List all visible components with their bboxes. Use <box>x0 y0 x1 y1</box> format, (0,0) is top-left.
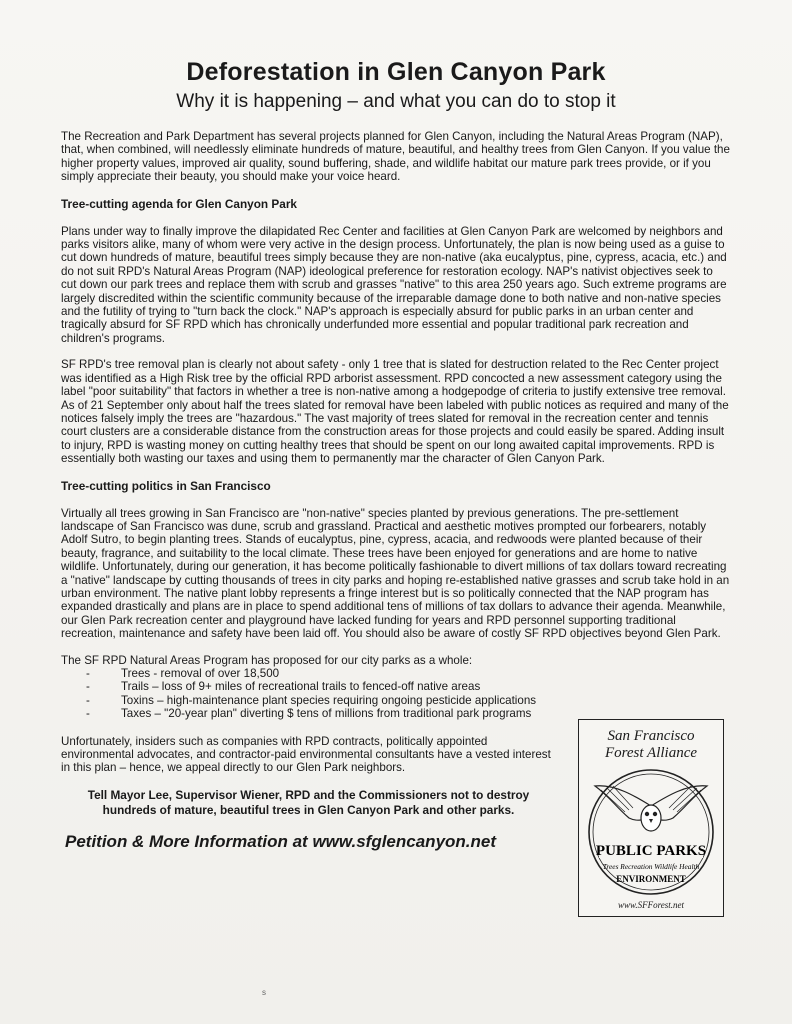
petition-line: Petition & More Information at www.sfglencanyon.net <box>65 831 497 851</box>
footer-mark: s <box>262 988 266 997</box>
logo-org-name: San Francisco Forest Alliance <box>604 728 698 761</box>
section-heading-politics: Tree-cutting politics in San Francisco <box>61 478 271 493</box>
call-to-action: Tell Mayor Lee, Supervisor Wiener, RPD and the Commissioners not to destroy hundreds of mature, beautiful trees in Glen Canyon Park and other parks. <box>87 787 530 817</box>
list-item: - Toxins – high-maintenance plant species requiring ongoing pesticide applications <box>86 693 537 707</box>
nap-lead: The SF RPD Natural Areas Program has proposed for our city parks as a whole: <box>61 653 473 667</box>
agenda-paragraph-1: Plans under way to finally improve the dilapidated Rec Center and facilities at Glen Canyon Park are welcomed by neighbors and parks visitors alike, many of whom were very active in the design process. Unfortunately, the plan is now being used as a guise to cut down hundreds of mature, beautiful trees simply because they are non-native (aka eucalyptus, pine, cypress, acacia, etc.) and do not suit RPD's Natural Areas Program (NAP) ideological preference for restoration ecology. NAP's nativist objectives seek to cut down our park trees and replace them with scrub and grasses "native" to this area 250 years ago. Such extreme programs are largely discredited within the scientific community because of the irreparable damage done to both native and non-native species and the futility of trying to "turn back the clock." NAP's approach is especially absurd for public parks in an urban center and tragically absurd for SF RPD which has chronically underfunded more essential and popular traditional park recreation and children's programs. <box>61 224 727 345</box>
seal-main-text: PUBLIC PARKS <box>595 843 707 859</box>
list-item: - Trees - removal of over 18,500 <box>86 667 280 680</box>
page-title: Deforestation in Glen Canyon Park <box>186 58 606 86</box>
intro-paragraph: The Recreation and Park Department has several projects planned for Glen Canyon, including the Natural Areas Program (NAP), that, when combined, will needlessly eliminate hundreds of mature, beautiful, and healthy trees from Glen Canyon. If you value the higher property values, improved air quality, sound buffering, shade, and wildlife habitat our mature park trees provide, or if you simply appreciate their beauty, you should make your voice heard. <box>61 130 730 184</box>
seal-bottom-text: ENVIRONMENT <box>616 874 686 884</box>
owl-seal-icon <box>585 766 717 898</box>
section-heading-agenda: Tree-cutting agenda for Glen Canyon Park <box>61 196 297 211</box>
seal-sub-text: Trees Recreation Wildlife Health <box>602 862 700 871</box>
insiders-paragraph: Unfortunately, insiders such as companies with RPD contracts, politically appointed environmental advocates, and contractor-paid environmental consultants have a vested interest in this plan – hence, we appeal directly to our Glen Park neighbors. <box>61 734 551 775</box>
bullet-dash: - <box>86 707 90 721</box>
politics-paragraph: Virtually all trees growing in San Francisco are "non-native" species planted by previous generations. The pre-settlement landscape of San Francisco was dune, scrub and grassland. Practical and aesthetic motives prompted our forbearers, notably Adolf Sutro, to begin planting trees. Stands of eucalyptus, pine, cypress, acacia, and redwoods were planted because of their beauty, fragrance, and suitability to the local climate. These trees have been enjoyed for generations and are home to native wildlife. Unfortunately, during our generation, it has become politically fashionable to divert millions of tax dollars toward recreating a "native" landscape by cutting thousands of trees in city parks and hoping re-established native grasses and scrub take hold in an urban environment. The native plant lobby represents a fringe interest but is so politically connected that the NAP program has expanded drastically and plans are in place to spend additional tens of millions of tax dollars to advance their agenda. Meanwhile, our Glen Park recreation center and playground have lacked funding for years and RPD personnel supporting traditional recreation, maintenance and safety have been laid off. You should also be aware of costly SF RPD objectives beyond Glen Park. <box>61 506 730 641</box>
bullet-dash: - <box>86 667 90 680</box>
list-item: - Trails – loss of 9+ miles of recreational trails to fenced-off native areas <box>86 680 481 694</box>
bullet-dash: - <box>86 693 90 707</box>
nap-list <box>61 667 556 721</box>
page-subtitle: Why it is happening – and what you can do to stop it <box>176 91 616 112</box>
nap-block <box>61 654 556 852</box>
bullet-dash: - <box>86 680 90 694</box>
agenda-paragraph-2: SF RPD's tree removal plan is clearly not about safety - only 1 tree that is slated for destruction related to the Rec Center project was identified as a High Risk tree by the official RPD arborist assessment. RPD concocted a new assessment category using the label "poor suitability" that factors in whether a tree is non-native among a hodgepodge of criteria to justify extensive tree removal. As of 21 September only about half the trees slated for removal have been labeled with public notices as required and many of the notices falsely imply the trees are "hazardous." The vast majority of trees slated for removal in the recreation center and tennis court clusters are a considerable distance from the construction areas for those projects and could easily be spared. Adding insult to injury, RPD is wasting money on cutting healthy trees that should be spent on our long awaited capital improvements. RPD is essentially both wasting our taxes and using them to permanently mar the character of Glen Canyon Park. <box>61 358 729 466</box>
forest-alliance-logo <box>578 719 724 917</box>
logo-url: www.SFForest.net <box>618 900 684 910</box>
list-item: - Taxes – "20-year plan" diverting $ tens of millions from traditional park programs <box>86 707 532 721</box>
